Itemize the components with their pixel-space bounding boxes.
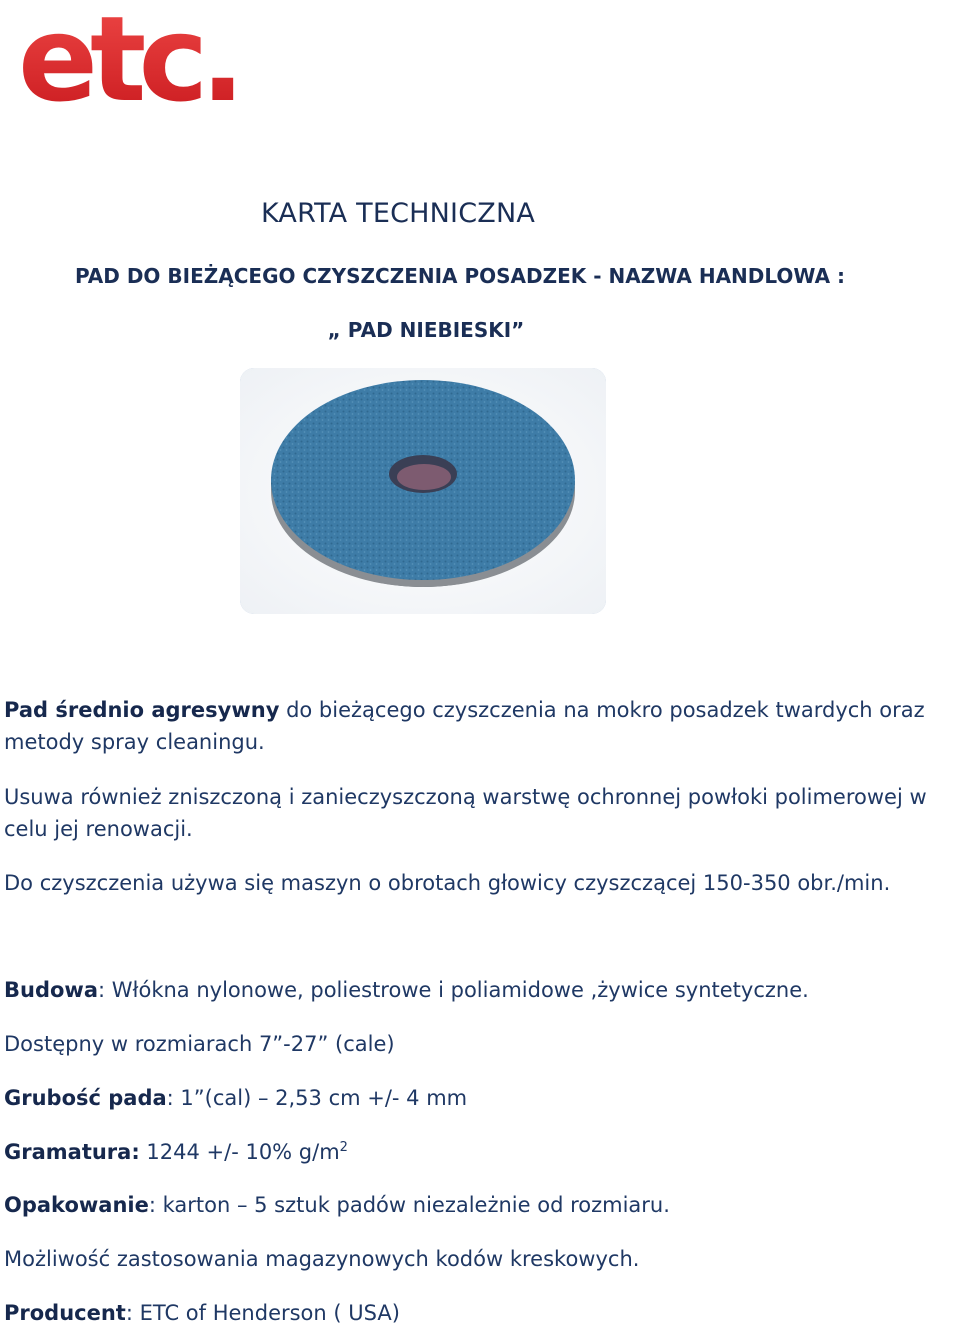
spec-producent-value: : ETC of Henderson ( USA) (125, 1301, 400, 1325)
spec-grubosc (4, 1082, 960, 1114)
description-paragraph-2: Usuwa również zniszczoną i zanieczyszczoną warstwę ochronnej powłoki polimerowej w celu jej renowacji. (4, 785, 927, 841)
spec-producent-label: Producent (4, 1301, 126, 1325)
spec-opakowanie-value: : karton – 5 sztuk padów niezależnie od rozmiaru. (148, 1193, 670, 1217)
blue-pad-icon (240, 368, 606, 614)
spec-opakowanie (4, 1189, 960, 1221)
spec-budowa (4, 974, 960, 1006)
spec-gramatura-value: 1244 +/- 10% g/m (139, 1140, 340, 1164)
description-paragraph-1 (4, 694, 960, 758)
product-name: „ PAD NIEBIESKI” (327, 318, 525, 342)
spec-gramatura-superscript: 2 (339, 1140, 348, 1155)
spec-gramatura (4, 1136, 960, 1168)
product-photo (240, 368, 606, 614)
spec-producent (4, 1297, 960, 1329)
description-emphasis: Pad średnio agresywny (4, 698, 280, 722)
spec-budowa-label: Budowa (4, 978, 98, 1002)
document-title: KARTA TECHNICZNA (260, 198, 536, 229)
logo-text: etc. (18, 4, 238, 108)
spec-dostepny: Dostępny w rozmiarach 7”-27” (cale) (4, 1032, 395, 1056)
spec-gramatura-label: Gramatura: (4, 1140, 140, 1164)
spec-grubosc-value: : 1”(cal) – 2,53 cm +/- 4 mm (166, 1086, 468, 1110)
spec-budowa-value: : Włókna nylonowe, poliestrowe i poliamidowe ,żywice syntetyczne. (98, 978, 809, 1002)
spec-kody: Możliwość zastosowania magazynowych kodów kreskowych. (4, 1247, 640, 1271)
document-subtitle: PAD DO BIEŻĄCEGO CZYSZCZENIA POSADZEK - NAZWA HANDLOWA : (74, 264, 846, 288)
description-text: do bieżącego czyszczenia na mokro posadzek twardych oraz metody spray cleaningu. (4, 698, 925, 754)
etc-logo (18, 4, 268, 108)
description-paragraph-3: Do czyszczenia używa się maszyn o obrotach głowicy czyszczącej 150-350 obr./min. (4, 871, 891, 895)
spec-opakowanie-label: Opakowanie (4, 1193, 149, 1217)
spec-grubosc-label: Grubość pada (4, 1086, 167, 1110)
